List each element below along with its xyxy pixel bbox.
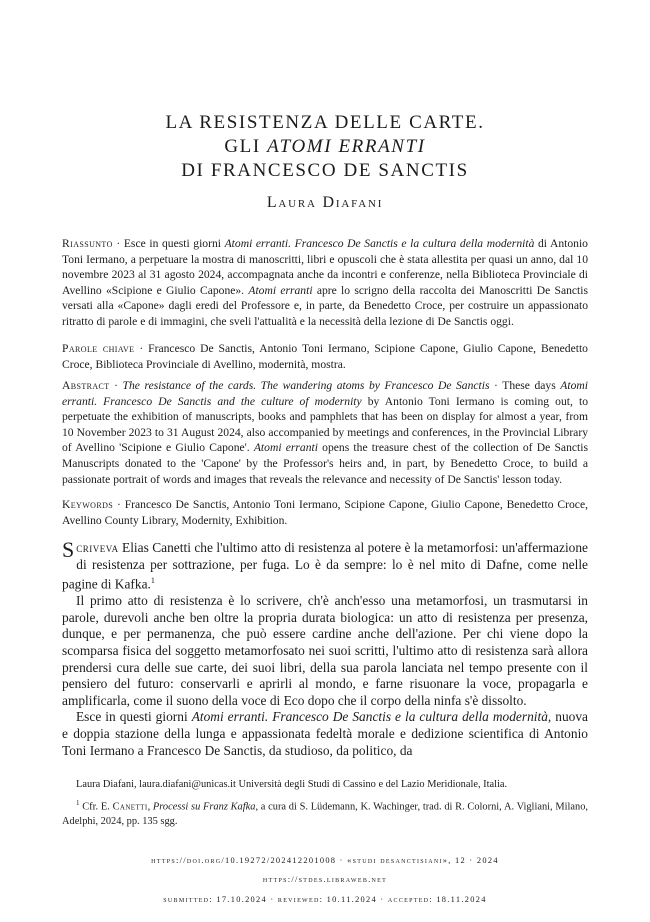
- journal-url-text[interactable]: https://stdes.libraweb.net: [262, 875, 388, 884]
- abstract-text-2: by Antonio Toni Iermano is coming out, to perpetuate the exhibition of manuscripts, books and pamphlets that has been on display for almost a year, from 10 November 2023 to 31 August 2024, also accompanied by meetings and conferences, in the Provincial Library of Avellino 'Scipione e Giulio Capone'.: [62, 394, 588, 455]
- author-name: Laura Diafani: [266, 194, 384, 211]
- keywords-label: Keywords: [62, 498, 114, 511]
- submission-dates-text: submitted: 17.10.2024 · reviewed: 10.11.2024 · accepted: 18.11.2024: [163, 895, 487, 904]
- footnote-1-text-2: ,: [147, 801, 153, 813]
- riassunto-italic-1: Atomi erranti. Francesco De Sanctis e la cultura della modernità: [224, 237, 535, 250]
- abstract-italic-1: Atomi erranti. Francesco De Sanctis and the culture of modernity: [62, 379, 588, 408]
- riassunto-label: Riassunto: [62, 237, 113, 250]
- title-line-3: DI FRANCESCO DE SANCTIS: [181, 160, 469, 181]
- doi-line[interactable]: [0, 856, 650, 865]
- affiliation-note: Laura Diafani, laura.diafani@unicas.it Università degli Studi di Cassino e del Lazio Meridionale, Italia.: [76, 779, 508, 790]
- riassunto-text-2: di Antonio Toni Iermano, a perpetuare la mostra di manoscritti, libri e opuscoli che è stata allestita per quasi un anno, dal 10 novembre 2023 al 31 agosto 2024, accompagnata anche da incontri e conferenze, nella Biblioteca Provinciale di Avellino «Scipione e Giulio Capone».: [62, 237, 588, 297]
- article-title: [0, 111, 650, 183]
- body-paragraph-3: [62, 709, 588, 759]
- riassunto-italic-2: Atomi erranti: [248, 283, 313, 297]
- title-line-2: [0, 135, 650, 159]
- body-p3-text-2: , nuova e doppia stazione della lunga e appassionata fedeltà morale e dedizione scientifica di Antonio Toni Iermano a Francesco De Sanctis, da studioso, da politico, da: [62, 709, 588, 758]
- body-p3-italic: Atomi erranti. Francesco De Sanctis e la cultura della modernità: [191, 709, 548, 725]
- submission-dates: [0, 895, 650, 904]
- riassunto-text-1: Esce in questi giorni: [123, 237, 225, 250]
- journal-url[interactable]: [0, 875, 650, 884]
- title-line-2-italic: ATOMI ERRANTI: [267, 136, 426, 157]
- footnotes: [62, 778, 588, 834]
- body-paragraph-1: [62, 537, 588, 593]
- title-line-1: LA RESISTENZA DELLE CARTE.: [165, 112, 485, 133]
- riassunto-sep: ·: [112, 237, 124, 250]
- riassunto-paragraph: [62, 236, 588, 330]
- body-text: [62, 537, 588, 759]
- title-line-2-prefix: GLI: [224, 136, 268, 157]
- abstract-italic-2: Atomi erranti: [253, 441, 318, 455]
- body-p1-smallcaps: criveva: [76, 540, 119, 555]
- abstract-sep: ·: [109, 379, 123, 392]
- keywords-paragraph: [62, 497, 588, 528]
- footnote-1-text-1: Cfr. E.: [79, 801, 113, 813]
- keywords-text: Francesco De Sanctis, Antonio Toni Iermano, Scipione Capone, Giulio Capone, Benedetto Croce, Avellino County Library, Modernity, Exhibition.: [62, 498, 588, 527]
- footnote-1-author: Canetti: [112, 801, 148, 813]
- body-p1-text: Elias Canetti che l'ultimo atto di resistenza al potere è la metamorfosi: un'affermazione di resistenza per sottrazione, per fuga. Lo è da sempre: lo è nel mito di Dafne, come nelle pagine di Kafka.: [62, 540, 588, 592]
- keywords-sep: ·: [113, 498, 125, 511]
- parole-chiave-label: Parole chiave: [62, 342, 135, 355]
- parole-chiave-text: Francesco De Sanctis, Antonio Toni Iermano, Scipione Capone, Giulio Capone, Benedetto Croce, Biblioteca Provinciale di Avellino, modernità, mostra.: [62, 342, 588, 371]
- footnote-1-title: Processi su Franz Kafka: [152, 801, 256, 813]
- doi-text[interactable]: https://doi.org/10.19272/202412201008 · «studi desanctisiani», 12 · 2024: [151, 856, 499, 865]
- riassunto-text-3: apre lo scrigno della raccolta dei Manoscritti De Sanctis versati alla «Capone» dagli eredi del Professore e, in parte, da Benedetto Croce, per costruire un appassionato ritratto di parole e di immagini, che sveli l'attualità e la necessità della lezione di De Sanctis oggi.: [62, 283, 588, 328]
- abstract-paragraph: [62, 378, 588, 487]
- footnote-1-mark: 1: [76, 799, 80, 808]
- drop-cap: S: [62, 537, 75, 562]
- abstract-text-1: · These days: [489, 379, 561, 392]
- abstract-label: Abstract: [62, 379, 110, 392]
- footnote-ref-1[interactable]: 1: [150, 576, 155, 586]
- body-p3-text-1: Esce in questi giorni: [76, 709, 192, 725]
- footnote-1-text-3: , a cura di S. Lüdemann, K. Wachinger, trad. di R. Colorni, A. Vigliani, Milano, Adelphi, 2024, pp. 135 sgg.: [62, 801, 588, 828]
- footnote-1: [62, 796, 588, 829]
- parole-chiave-sep: ·: [134, 342, 149, 355]
- abstract-text-3: opens the treasure chest of the collection of De Sanctis Manuscripts donated to the 'Capone' by the Professor's heirs and, in part, by Benedetto Croce, to build a passionate portrait of words and images that reveals the relevance and necessity of De Sanctis' lesson today.: [62, 441, 588, 486]
- parole-chiave-paragraph: [62, 341, 588, 372]
- abstract-italic-0: The resistance of the cards. The wandering atoms by Francesco De Sanctis: [122, 379, 490, 392]
- body-paragraph-2: Il primo atto di resistenza è lo scrivere, ch'è anch'esso una metamorfosi, un trasmutarsi in parole, durevoli anche ben oltre la propria durata biologica: un atto di resistenza per presenza, dunque, e per permanenza, che può essere cardine anche dell'azione. Per chi viene dopo la scomparsa fisica del soggetto metamorfosato nei suoi scritti, l'ultimo atto di resistenza sarà allora prendersi cura delle sue carte, dei suoi libri, della sua parola lanciata nel tempo presente con il pensiero del futuro: conservarli e aprirli al mondo, e farne risuonare la voce, propagarla e amplificarla, come il suono della voce di Eco dopo che il corpo della ninfa s'è dissolto.: [62, 593, 588, 708]
